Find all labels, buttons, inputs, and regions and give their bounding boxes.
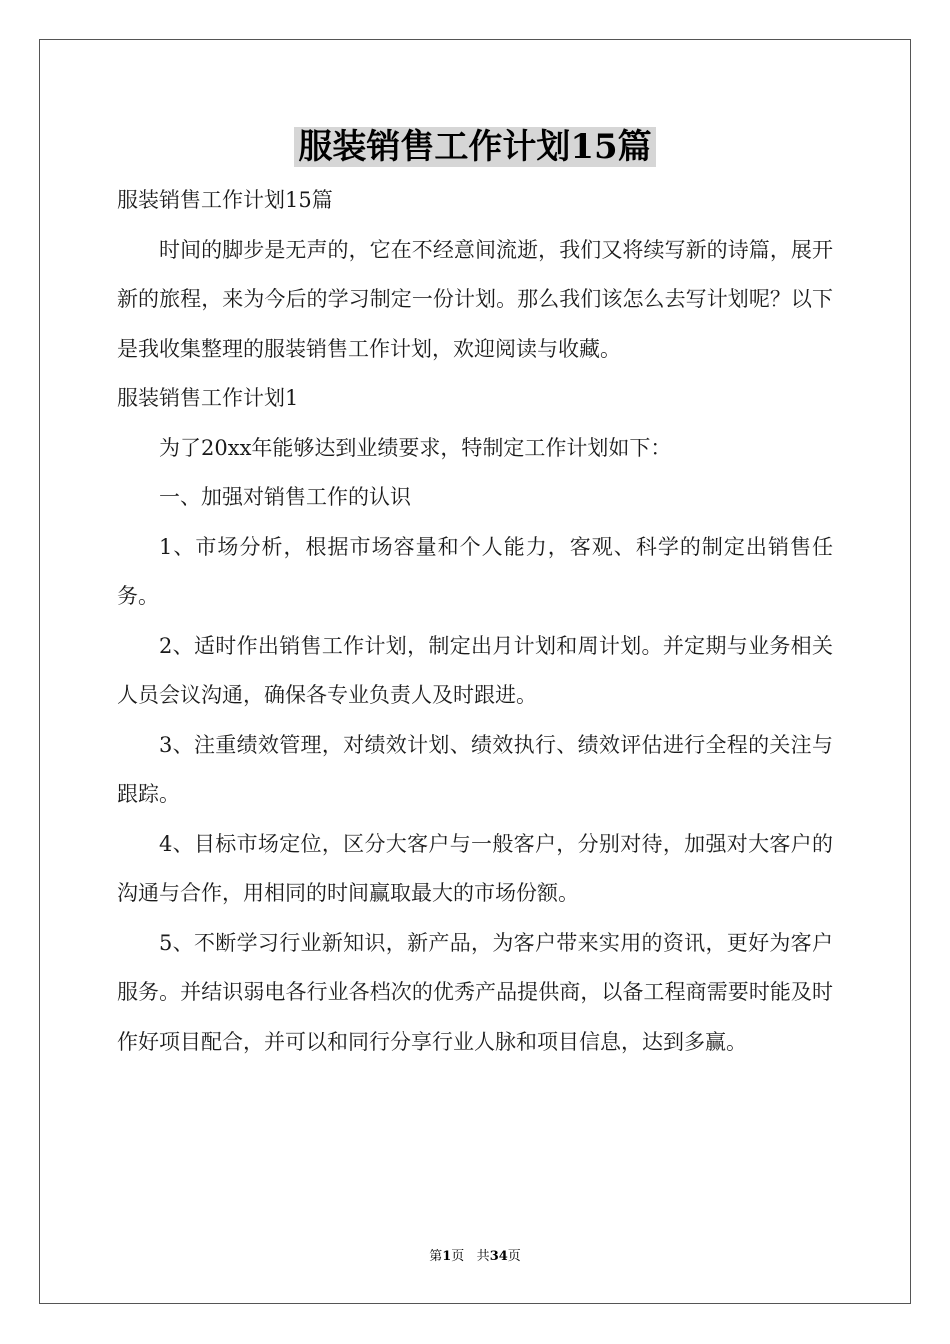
paragraph: 2、适时作出销售工作计划，制定出月计划和周计划。并定期与业务相关人员会议沟通，确保各专业负责人及时跟进。	[117, 633, 833, 707]
paragraph: 时间的脚步是无声的，它在不经意间流逝，我们又将续写新的诗篇，展开新的旅程，来为今后的学习制定一份计划。那么我们该怎么去写计划呢？以下是我收集整理的服装销售工作计划，欢迎阅读与收藏。	[117, 237, 833, 361]
total-prefix: 共	[476, 1249, 490, 1264]
page-suffix: 页	[451, 1249, 465, 1264]
total-suffix: 页	[507, 1249, 521, 1264]
document-title-text: 服装销售工作计划15篇	[294, 127, 655, 167]
page-footer	[0, 1245, 950, 1264]
document-title	[0, 124, 950, 170]
page-prefix: 第	[429, 1249, 443, 1264]
page-current: 1	[442, 1249, 452, 1264]
paragraph: 4、目标市场定位，区分大客户与一般客户，分别对待，加强对大客户的沟通与合作，用相同的时间赢取最大的市场份额。	[117, 831, 833, 905]
section-heading: 服装销售工作计划1	[117, 386, 299, 410]
paragraph: 为了20xx年能够达到业绩要求，特制定工作计划如下：	[159, 435, 672, 460]
document-body	[117, 176, 833, 1067]
paragraph: 服装销售工作计划15篇	[117, 188, 333, 212]
paragraph: 3、注重绩效管理，对绩效计划、绩效执行、绩效评估进行全程的关注与跟踪。	[117, 732, 833, 806]
paragraph: 1、市场分析，根据市场容量和个人能力，客观、科学的制定出销售任务。	[117, 534, 833, 608]
page-total: 34	[489, 1249, 508, 1264]
paragraph: 5、不断学习行业新知识，新产品，为客户带来实用的资讯，更好为客户服务。并结识弱电各行业各档次的优秀产品提供商，以备工程商需要时能及时作好项目配合，并可以和同行分享行业人脉和项目信息，达到多赢。	[117, 930, 833, 1054]
paragraph: 一、加强对销售工作的认识	[159, 485, 411, 509]
